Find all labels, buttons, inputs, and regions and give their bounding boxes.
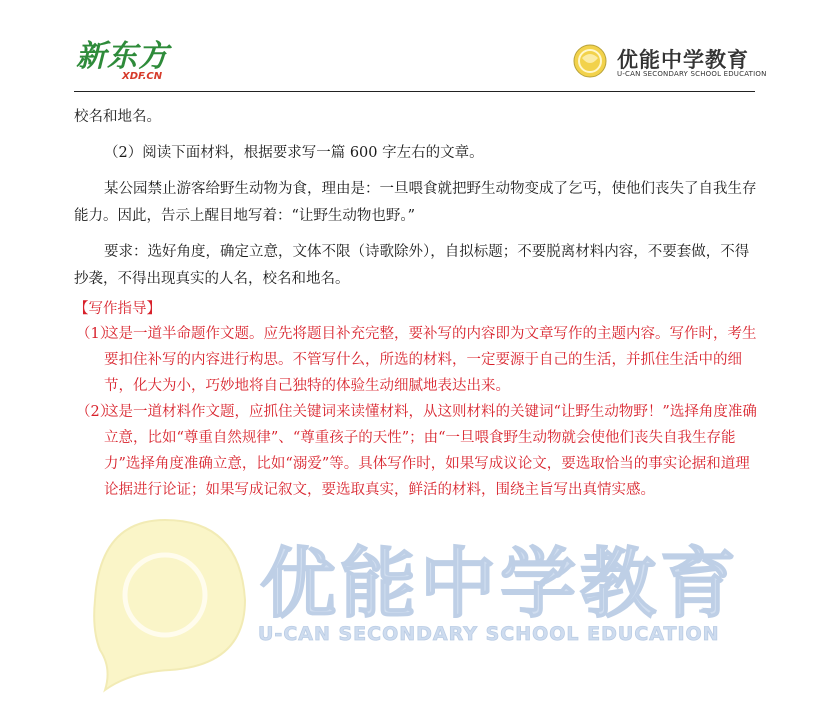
document-body <box>74 104 757 503</box>
ucan-logo <box>573 44 767 84</box>
guide-item-text: 这是一道半命题作文题。应先将题目补充完整，要补写的内容即为文章写作的主题内容。写作时，考生要扣住补写的内容进行构思。不管写什么，所选的材料，一定要源于自己的生活，并抓住生活中的细节，化大为小，巧妙地将自己独特的体验生动细腻地表达出来。 <box>104 326 757 394</box>
guide-item-number: （2） <box>76 404 115 420</box>
xdf-logo <box>76 39 169 82</box>
page-header <box>0 0 827 92</box>
watermark-title: 优能中学教育 <box>260 539 740 628</box>
xdf-logo-domain: XDF.CN <box>122 71 163 82</box>
guide-item-text: 这是一道材料作文题，应抓住关键词来读懂材料，从这则材料的关键词“让野生动物野！”选择角度准确立意，比如“尊重自然规律”、“尊重孩子的天性”；由“一旦喂食野生动物就会使他们丧失自我生存能力”选择角度准确立意，比如“溺爱”等。具体写作时，如果写成议论文，要选取恰当的事实论据和道理论据进行论证；如果写成记叙文，要选取真实，鲜活的材料，围绕主旨写出真情实感。 <box>104 404 757 498</box>
ucan-logo-title: 优能中学教育 <box>617 48 749 72</box>
watermark-subtitle: U-CAN SECONDARY SCHOOL EDUCATION <box>258 623 720 645</box>
body-line-school: 校名和地名。 <box>74 109 161 125</box>
header-divider <box>74 91 755 92</box>
xdf-logo-text: 新东方 <box>76 39 169 74</box>
material-paragraph: 某公园禁止游客给野生动物为食，理由是：一旦喂食就把野生动物变成了乞丐，使他们丧失了自我生存能力。因此，告示上醒目地写着：“让野生动物也野。” <box>74 181 757 224</box>
guide-item <box>74 321 757 399</box>
ucan-badge-icon <box>573 44 607 78</box>
watermark-badge-icon <box>94 520 245 690</box>
ucan-logo-subtitle: U-CAN SECONDARY SCHOOL EDUCATION <box>617 70 767 78</box>
writing-guide-heading: 【写作指导】 <box>74 301 161 317</box>
guide-item <box>74 399 757 503</box>
requirements-paragraph: 要求：选好角度，确定立意，文体不限（诗歌除外），自拟标题；不要脱离材料内容，不要套做，不得抄袭，不得出现真实的人名，校名和地名。 <box>74 244 750 287</box>
guide-item-number: （1） <box>76 326 115 342</box>
task2-intro: （2）阅读下面材料，根据要求写一篇 600 字左右的文章。 <box>104 145 484 161</box>
